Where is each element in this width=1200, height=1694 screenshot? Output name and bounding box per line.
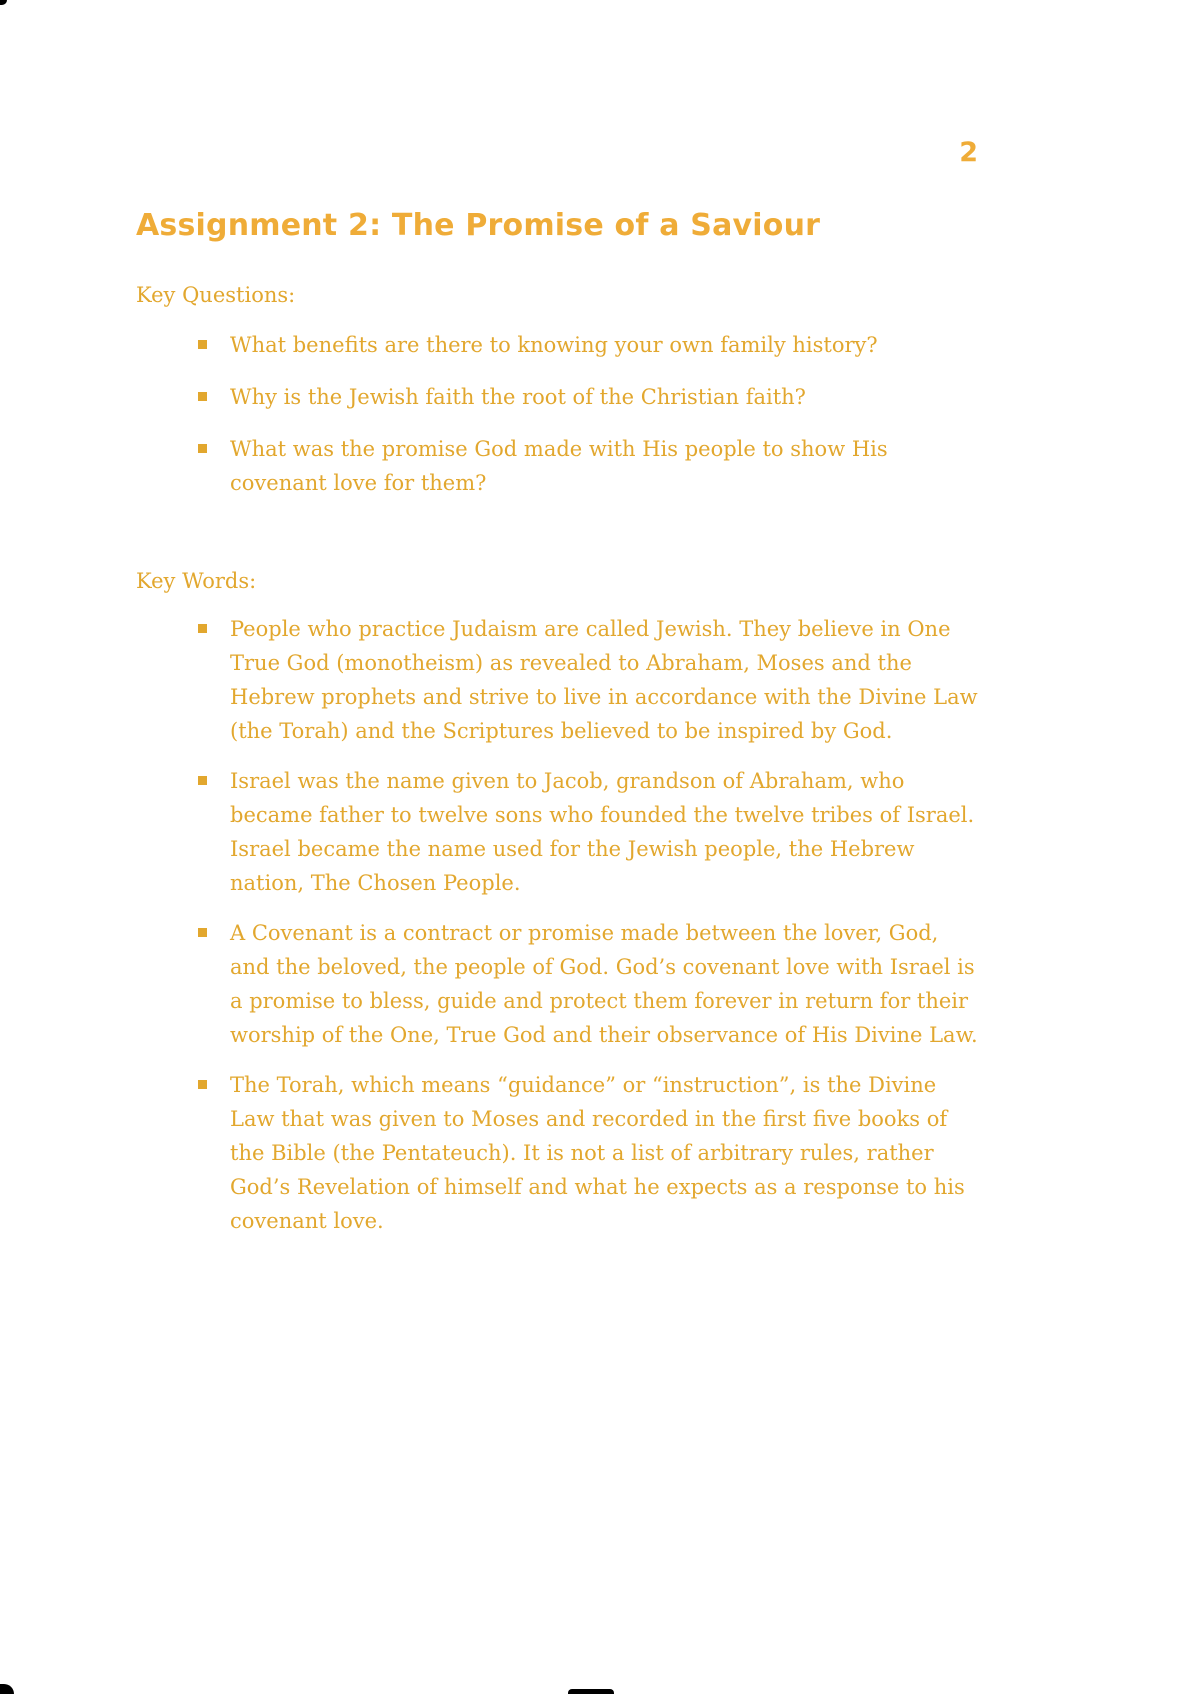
bullet-icon <box>198 1080 207 1089</box>
list-item <box>230 612 978 748</box>
list-item <box>230 1068 978 1238</box>
bullet-icon <box>198 392 207 401</box>
list-item-text: What was the promise God made with His people to show His covenant love for them? <box>230 437 888 495</box>
list-item <box>230 764 978 900</box>
list-item-text: Israel was the name given to Jacob, grandson of Abraham, who became father to twelve sons who founded the twelve tribes of Israel. Israel became the name used for the Jewish people, the Hebrew nation, The Chosen People. <box>230 769 975 895</box>
page-title: Assignment 2: The Promise of a Saviour <box>136 208 821 243</box>
list-item-text: People who practice Judaism are called Jewish. They believe in One True God (monotheism) as revealed to Abraham, Moses and the Hebrew prophets and strive to live in accordance with the Divine Law (the Torah) and the Scriptures believed to be inspired by God. <box>230 617 978 743</box>
scan-artifact <box>0 0 7 5</box>
bullet-icon <box>198 776 207 785</box>
section-heading-key-questions: Key Questions: <box>136 283 296 307</box>
key-questions-list <box>136 328 978 500</box>
page-content <box>136 138 978 1238</box>
bullet-icon <box>198 624 207 633</box>
list-item <box>230 328 978 362</box>
scan-artifact <box>0 1684 14 1694</box>
list-item <box>230 432 978 500</box>
section-heading-key-words: Key Words: <box>136 569 257 593</box>
list-item-text: What benefits are there to knowing your own family history? <box>230 333 878 357</box>
bullet-icon <box>198 928 207 937</box>
key-words-list <box>136 612 978 1238</box>
page-number: 2 <box>959 137 978 168</box>
bullet-icon <box>198 444 207 453</box>
list-item-text: A Covenant is a contract or promise made between the lover, God, and the beloved, the people of God. God’s covenant love with Israel is a promise to bless, guide and protect them forever in return for their worship of the One, True God and their observance of His Divine Law. <box>230 921 978 1047</box>
list-item-text: Why is the Jewish faith the root of the Christian faith? <box>230 385 806 409</box>
list-item-text: The Torah, which means “guidance” or “instruction”, is the Divine Law that was given to Moses and recorded in the first five books of the Bible (the Pentateuch). It is not a list of arbitrary rules, rather God’s Revelation of himself and what he expects as a response to his covenant love. <box>230 1073 965 1233</box>
list-item <box>230 380 978 414</box>
scan-artifact <box>568 1689 614 1694</box>
list-item <box>230 916 978 1052</box>
bullet-icon <box>198 340 207 349</box>
